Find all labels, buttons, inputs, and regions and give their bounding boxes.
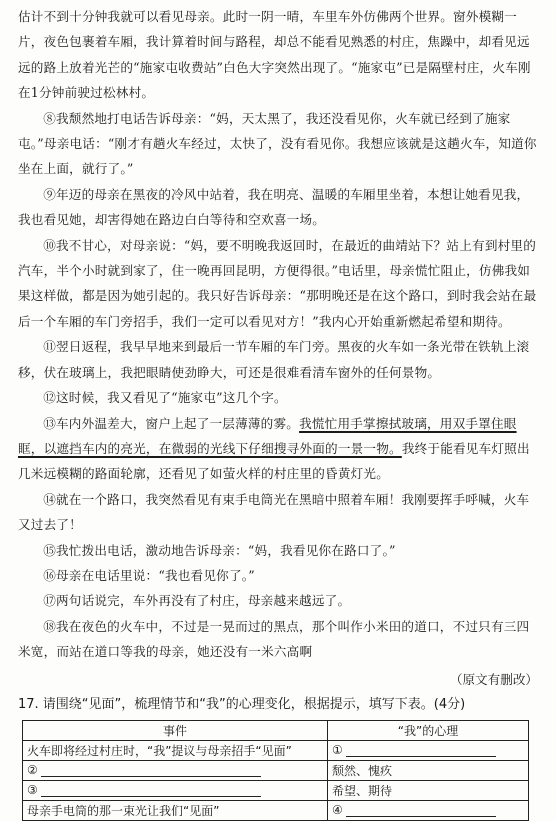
- source-note: （原文有删改）: [449, 671, 538, 687]
- table-row: [23, 740, 529, 760]
- feeling-cell[interactable]: [328, 800, 529, 820]
- paragraph-15: ⑮我忙拨出电话，激动地告诉母亲：“妈，我看见你在路口了。”: [43, 542, 396, 558]
- table-row: [23, 760, 529, 780]
- feeling-cell: 颓然、愧疚: [328, 760, 529, 780]
- paragraph-11: ⑪翌日返程，我早早地来到最后一节车厢的车门旁。黑夜的火车如一条光带在铁轨上滚移，伏在玻璃上，我把眼睛使劲睁大，可还是很难看清车窗外的任何景物。: [18, 339, 530, 380]
- event-cell[interactable]: [23, 780, 328, 800]
- header-event: 事件: [23, 720, 328, 740]
- paragraph-13-start: ⑬车内外温差大，窗户上起了一层薄薄的雾。: [43, 415, 300, 431]
- paragraph-14: ⑭就在一个路口，我突然看见有束手电筒光在黑暗中照着车厢！我刚要挥手呼喊，火车又过去了！: [18, 491, 530, 533]
- question-17: 17. 请围绕“见面”，梳理情节和“我”的心理变化，根据提示，填写下表。(4分): [18, 696, 466, 712]
- answer-blank-3[interactable]: [41, 796, 261, 797]
- blank-number: ③: [27, 783, 38, 798]
- paragraph-18: ⑱我在夜色的火车中，不过是一晃而过的黑点，那个叫作小米田的道口，不过只有三四米宽，而站在道口等我的母亲，她还没有一米六高啊: [18, 618, 530, 660]
- blank-number: ④: [332, 803, 343, 818]
- paragraph-12: ⑫这时候，我又看见了“施家屯”这几个字。: [43, 390, 287, 406]
- feeling-cell: 希望、期待: [328, 780, 529, 800]
- paragraph-13-end: 我终于能看见车灯照出几米远模糊的路面轮廓，还看见了如萤火样的村庄里的昏黄灯光。: [18, 440, 530, 482]
- answer-blank-2[interactable]: [41, 776, 261, 777]
- event-cell: 母亲手电筒的那一束光让我们“见面”: [23, 800, 328, 820]
- paragraph-13: [18, 411, 542, 487]
- answer-table: [22, 720, 529, 821]
- blank-number: ①: [332, 743, 343, 758]
- event-cell[interactable]: [23, 760, 328, 780]
- table-row: [23, 780, 529, 800]
- story-text: [18, 4, 542, 665]
- paragraph-16: ⑯母亲在电话里说：“我也看见你了。”: [43, 567, 255, 583]
- feeling-cell[interactable]: [328, 740, 529, 760]
- table-row: [23, 800, 529, 820]
- paragraph-10: ⑩我不甘心，对母亲说：“妈，要不明晚我返回时，在最近的曲靖站下？站上有到村里的汽车，半个小时就到家了，住一晚再回昆明，方便得很。”电话里，母亲慌忙阻止，仿佛我如果这样做，都是因为她引起的。我只好告诉母亲：“那明晚还是在这个路口，到时我会站在最后一个车厢的车门旁招手，我们一定可以看见对方！”我内心开始重新燃起希望和期待。: [18, 237, 537, 329]
- event-cell: 火车即将经过村庄时，“我”提议与母亲招手“见面”: [23, 740, 328, 760]
- answer-blank-1[interactable]: [346, 756, 496, 757]
- header-feeling: “我”的心理: [328, 720, 529, 740]
- underlined-sentence: 我慌忙用手掌擦拭玻璃，用双手罩住眼眶，以遮挡车内的亮光，在微弱的光线下仔细搜寻外面的一景一物。: [18, 415, 517, 456]
- paragraph-9: ⑨年迈的母亲在黑夜的冷风中站着，我在明亮、温暖的车厢里坐着，本想让她看见我，我也看见她，却害得她在路边白白等待和空欢喜一场。: [18, 186, 530, 228]
- paragraph-17: ⑰两句话说完，车外再没有了村庄，母亲越来越远了。: [43, 593, 351, 609]
- table-header-row: [23, 720, 529, 740]
- answer-blank-4[interactable]: [346, 816, 496, 817]
- paragraph-8: ⑧我颓然地打电话告诉母亲：“妈，天太黑了，我还没看见你，火车就已经到了施家屯。”母亲电话：“刚才有趟火车经过，太快了，没有看见你。我想应该就是这趟火车，知道你坐在上面，就行了。”: [18, 110, 537, 177]
- paragraph-7: 估计不到十分钟我就可以看见母亲。此时一阴一晴，车里车外仿佛两个世界。窗外模糊一片，夜色包裹着车厢，我计算着时间与路程，却总不能看见熟悉的村庄，焦躁中，却看见远远的路上放着光芒的“施家屯收费站”白色大字突然出现了。“施家屯”已是隔壁村庄，火车刚在1分钟前驶过松林村。: [18, 9, 531, 101]
- blank-number: ②: [27, 763, 38, 778]
